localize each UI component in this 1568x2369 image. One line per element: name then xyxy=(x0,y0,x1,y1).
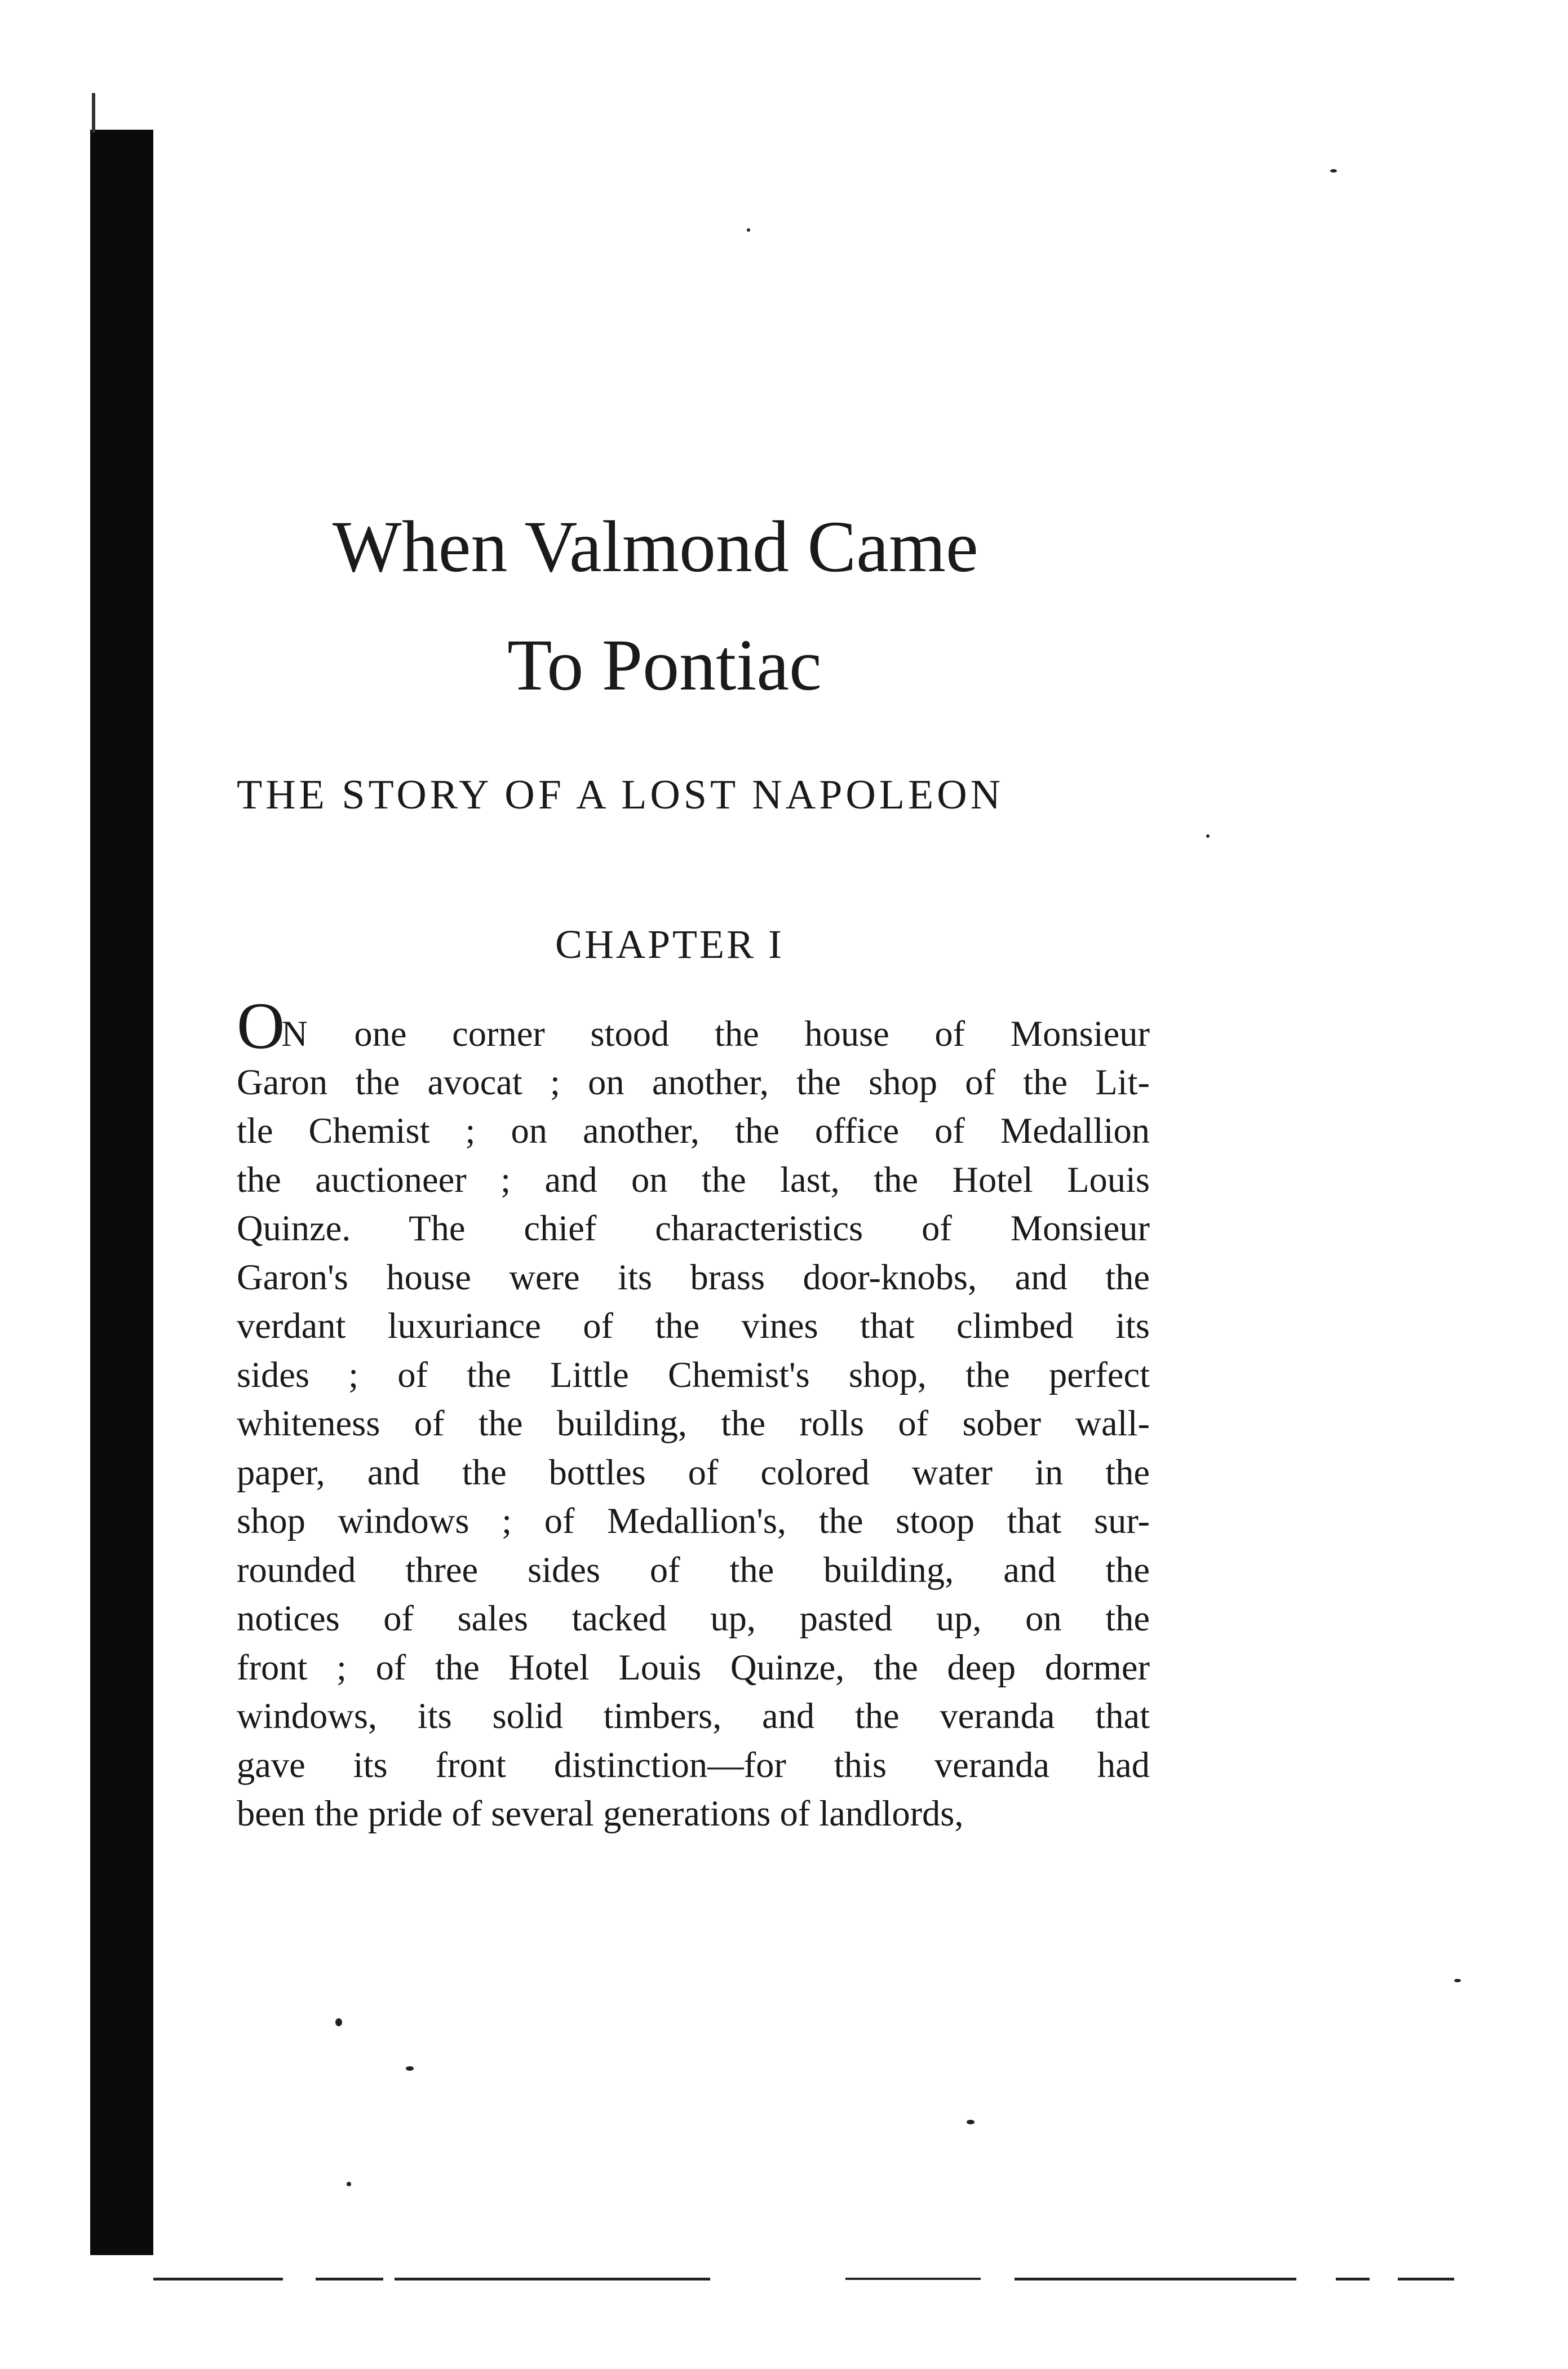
scan-speck xyxy=(747,228,750,232)
body-line: sides ; of the Little Chemist's shop, the perfect xyxy=(237,1354,1150,1395)
scan-bottom-rule xyxy=(1015,2278,1296,2280)
scan-bottom-rule xyxy=(1398,2278,1454,2280)
title-line-1: When Valmond Came xyxy=(333,506,978,587)
body-line: the auctioneer ; and on the last, the Hotel Louis xyxy=(237,1159,1150,1200)
small-cap: N xyxy=(281,1014,309,1054)
line-text: one corner stood the house of Monsieur xyxy=(308,1014,1150,1054)
body-line: Quinze. The chief characteristics of Monsieur xyxy=(237,1208,1150,1248)
scan-binding-edge-top xyxy=(92,93,95,132)
scan-binding-edge xyxy=(90,130,153,2255)
scan-speck xyxy=(347,2182,351,2186)
body-line: rounded three sides of the building, and the xyxy=(237,1549,1150,1590)
body-line: gave its front distinction—for this veranda had xyxy=(237,1744,1150,1785)
chapter-heading: CHAPTER I xyxy=(555,922,785,967)
scan-speck xyxy=(335,2018,342,2026)
scan-speck xyxy=(967,2120,975,2124)
title-line-2: To Pontiac xyxy=(507,625,822,706)
body-line: paper, and the bottles of colored water in the xyxy=(237,1452,1150,1492)
body-line xyxy=(237,989,1150,1063)
scan-speck xyxy=(406,2066,414,2071)
body-line: Garon the avocat ; on another, the shop of the Lit- xyxy=(237,1062,1150,1102)
body-line: windows, its solid timbers, and the veranda that xyxy=(237,1696,1150,1736)
body-line: shop windows ; of Medallion's, the stoop that sur- xyxy=(237,1501,1150,1541)
scan-speck xyxy=(1330,169,1337,173)
scan-bottom-rule xyxy=(395,2278,710,2280)
body-line: been the pride of several generations of landlords, xyxy=(237,1793,964,1833)
scan-speck xyxy=(1454,1979,1461,1982)
body-line: whiteness of the building, the rolls of sober wall- xyxy=(237,1403,1150,1443)
scan-bottom-rule xyxy=(1336,2278,1370,2280)
chapter-body xyxy=(237,989,1150,1838)
scan-bottom-rule xyxy=(153,2278,283,2280)
body-line: Garon's house were its brass door-knobs, and the xyxy=(237,1257,1150,1297)
body-line: tle Chemist ; on another, the office of Medallion xyxy=(237,1111,1150,1151)
scan-bottom-rule xyxy=(845,2278,981,2280)
subtitle: THE STORY OF A LOST NAPOLEON xyxy=(237,772,1004,818)
scan-speck xyxy=(1206,834,1210,838)
body-line: notices of sales tacked up, pasted up, on the xyxy=(237,1598,1150,1638)
scan-bottom-rule xyxy=(316,2278,383,2280)
drop-cap: O xyxy=(237,989,282,1063)
body-line: verdant luxuriance of the vines that climbed its xyxy=(237,1306,1150,1346)
body-line: front ; of the Hotel Louis Quinze, the deep dormer xyxy=(237,1647,1150,1687)
